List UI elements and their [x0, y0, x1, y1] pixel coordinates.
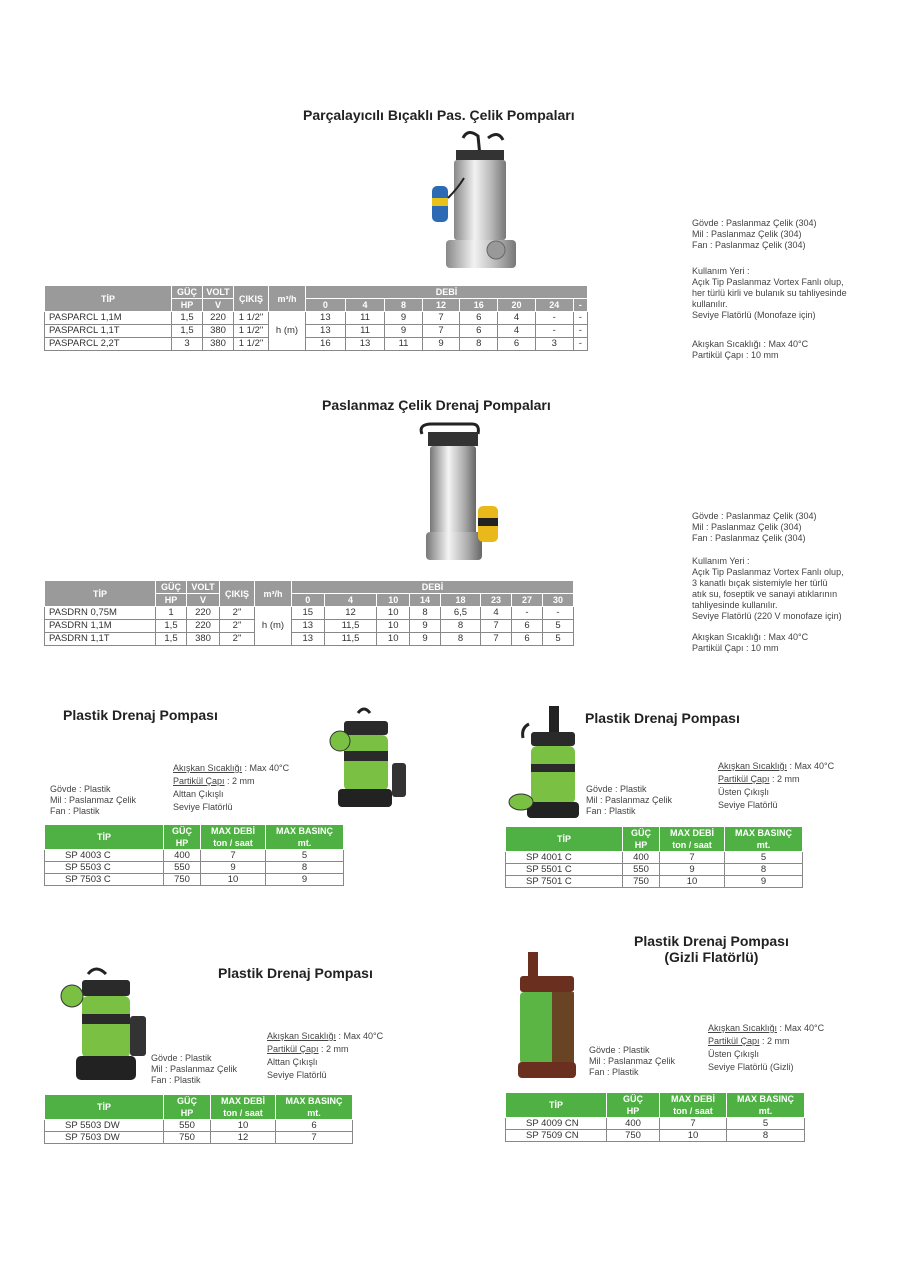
p4-title-block: [634, 933, 789, 965]
outlet-type: Alttan Çıkışlı: [267, 1057, 318, 1067]
flow-val: 27: [511, 594, 542, 607]
section1-title: Parçalayıcılı Bıçaklı Pas. Çelik Pompaları: [303, 107, 575, 123]
fluid-temp-label: Akışkan Sıcaklığı: [718, 761, 788, 771]
outlet-type: Üsten Çıkışlı: [708, 1049, 760, 1059]
table-row: PASDRN 0,75M 1 220 2" h (m) 15 12 10 8 6,5 4 - -: [45, 607, 574, 620]
table-row: PASPARCL 1,1M 1,5 220 1 1/2" h (m) 13 11 9 7 6 4 - -: [45, 312, 588, 325]
col-tip: TİP: [506, 1093, 607, 1118]
table-row: SP 4001 C 400 7 5: [506, 852, 803, 864]
spec-line: Gövde : Paslanmaz Çelik (304): [692, 511, 817, 521]
particle-value: : 2 mm: [227, 776, 255, 786]
col-v: V: [203, 299, 234, 312]
table-row: SP 5503 DW 550 10 6: [45, 1120, 353, 1132]
table-row: SP 7503 C 750 10 9: [45, 874, 344, 886]
outlet-type: Alttan Çıkışlı: [173, 789, 224, 799]
material-line: Fan : Plastik: [151, 1075, 201, 1085]
p4-subtitle: (Gizli Flatörlü): [664, 949, 759, 965]
fluid-temp: Akışkan Sıcaklığı : Max 40°C: [692, 339, 809, 349]
table-row: PASPARCL 2,2T 3 380 1 1/2" 16 13 11 9 8 6 3 -: [45, 338, 588, 351]
table-row: PASPARCL 1,1T 1,5 380 1 1/2" 13 11 9 7 6 4 - -: [45, 325, 588, 338]
section2-conditions: [692, 632, 808, 654]
plastic-pump-top-outlet-image: [507, 704, 587, 822]
flow-val: 10: [377, 594, 410, 607]
fluid-temp-label: Akışkan Sıcaklığı: [267, 1031, 337, 1041]
col-debi: DEBİ: [292, 581, 574, 594]
table-row: SP 4003 C 400 7 5: [45, 850, 344, 862]
usage-line: tahliyesinde kullanılır.: [692, 600, 778, 610]
spec-line: Fan : Paslanmaz Çelik (304): [692, 240, 806, 250]
particle-label: Partikül Çapı: [173, 776, 225, 786]
fluid-temp-label: Akışkan Sıcaklığı: [173, 763, 243, 773]
flow-val: 18: [440, 594, 480, 607]
plastic-pump-bottom-outlet-image: [326, 705, 410, 815]
p3-table: [44, 1094, 353, 1144]
outlet-type: Üsten Çıkışlı: [718, 787, 770, 797]
table-row: SP 7503 DW 750 12 7: [45, 1132, 353, 1144]
float-type: Seviye Flatörlü: [173, 802, 233, 812]
col-m3h: m³/h: [255, 581, 292, 607]
spec-line: Mil : Paslanmaz Çelik (304): [692, 229, 802, 239]
material-line: Fan : Plastik: [589, 1067, 639, 1077]
table-row: SP 7501 C 750 10 9: [506, 876, 803, 888]
material-line: Fan : Plastik: [50, 806, 100, 816]
p4-title: Plastik Drenaj Pompası: [634, 933, 789, 949]
material-line: Mil : Paslanmaz Çelik: [589, 1056, 676, 1066]
col-guc: GÜÇ: [156, 581, 187, 594]
col-tip: TİP: [45, 825, 164, 850]
flow-val: 16: [460, 299, 498, 312]
col-hp: HP: [172, 299, 203, 312]
col-cikis: ÇIKIŞ: [220, 581, 255, 607]
col-tip: TİP: [45, 1095, 164, 1120]
particle-value: : 2 mm: [772, 774, 800, 784]
usage-line: Açık Tip Paslanmaz Vortex Fanlı olup,: [692, 567, 844, 577]
flow-val: 24: [535, 299, 573, 312]
spec-line: Gövde : Paslanmaz Çelik (304): [692, 218, 817, 228]
p4-table: [505, 1092, 805, 1142]
p2-materials: [586, 784, 672, 817]
col-guc-hp: GÜÇ HP: [164, 1095, 211, 1120]
spec-line: Mil : Paslanmaz Çelik (304): [692, 522, 802, 532]
col-max-debi: MAX DEBİ ton / saat: [211, 1095, 276, 1120]
material-line: Gövde : Plastik: [50, 784, 111, 794]
flow-val: 4: [324, 594, 377, 607]
col-max-debi: MAX DEBİ ton / saat: [201, 825, 266, 850]
flow-val: 20: [498, 299, 536, 312]
section1-materials: [692, 218, 817, 251]
table-row: SP 5501 C 550 9 8: [506, 864, 803, 876]
usage-line: Kullanım Yeri :: [692, 556, 750, 566]
material-line: Gövde : Plastik: [589, 1045, 650, 1055]
material-line: Fan : Plastik: [586, 806, 636, 816]
head-label: h (m): [255, 607, 292, 646]
stainless-drainage-pump-image: [410, 420, 515, 570]
table-row: SP 7509 CN 750 10 8: [506, 1130, 805, 1142]
p3-specs: [267, 1030, 383, 1082]
col-guc-hp: GÜÇ HP: [164, 825, 201, 850]
col-v: V: [187, 594, 220, 607]
col-max-debi: MAX DEBİ ton / saat: [660, 1093, 727, 1118]
col-max-basinc: MAX BASINÇ mt.: [725, 827, 803, 852]
col-m3h: m³/h: [269, 286, 306, 312]
usage-line: Kullanım Yeri :: [692, 266, 750, 276]
p4-specs: [708, 1022, 824, 1074]
section2-table: [44, 580, 574, 646]
p3-title: Plastik Drenaj Pompası: [218, 965, 373, 981]
particle-value: : 2 mm: [321, 1044, 349, 1054]
flow-val: 0: [292, 594, 325, 607]
section2-materials: [692, 511, 817, 544]
flow-val: 30: [542, 594, 573, 607]
plastic-pump-dw-image: [58, 964, 152, 1086]
col-debi: DEBİ: [306, 286, 588, 299]
col-volt: VOLT: [203, 286, 234, 299]
fluid-temp-label: Akışkan Sıcaklığı: [708, 1023, 778, 1033]
particle-label: Partikül Çapı: [718, 774, 770, 784]
flow-val: 12: [422, 299, 460, 312]
material-line: Gövde : Plastik: [151, 1053, 212, 1063]
p4-materials: [589, 1045, 675, 1078]
particle-label: Partikül Çapı: [708, 1036, 760, 1046]
flow-val: -: [573, 299, 587, 312]
table-row: SP 4009 CN 400 7 5: [506, 1118, 805, 1130]
section2-usage: [692, 556, 844, 622]
flow-val: 0: [306, 299, 346, 312]
p2-title: Plastik Drenaj Pompası: [585, 710, 740, 726]
flow-val: 8: [385, 299, 422, 312]
spec-line: Fan : Paslanmaz Çelik (304): [692, 533, 806, 543]
particle-label: Partikül Çapı: [267, 1044, 319, 1054]
col-hp: HP: [156, 594, 187, 607]
usage-line: Seviye Flatörlü (220 V monofaze için): [692, 611, 842, 621]
plastic-pump-hidden-float-image: [512, 948, 582, 1084]
head-label: h (m): [269, 312, 306, 351]
particle-value: : 2 mm: [762, 1036, 790, 1046]
col-tip: TİP: [45, 286, 172, 312]
material-line: Gövde : Plastik: [586, 784, 647, 794]
material-line: Mil : Paslanmaz Çelik: [50, 795, 137, 805]
usage-line: kullanılır.: [692, 299, 728, 309]
material-line: Mil : Paslanmaz Çelik: [151, 1064, 238, 1074]
p1-materials: [50, 784, 136, 817]
col-guc: GÜÇ: [172, 286, 203, 299]
p3-materials: [151, 1053, 237, 1086]
p1-specs: [173, 762, 289, 814]
flow-val: 23: [480, 594, 511, 607]
table-row: PASDRN 1,1M 1,5 220 2" 13 11,5 10 9 8 7 6 5: [45, 620, 574, 633]
table-row: SP 5503 C 550 9 8: [45, 862, 344, 874]
usage-line: 3 kanatlı bıçak sistemiyle her türlü: [692, 578, 828, 588]
section1-conditions: [692, 339, 808, 361]
section1-usage: [692, 266, 847, 321]
p2-specs: [718, 760, 834, 812]
fluid-temp: Akışkan Sıcaklığı : Max 40°C: [692, 632, 809, 642]
col-max-basinc: MAX BASINÇ mt.: [266, 825, 344, 850]
float-type: Seviye Flatörlü (Gizli): [708, 1062, 794, 1072]
col-guc-hp: GÜÇ HP: [607, 1093, 660, 1118]
usage-line: her türlü kirli ve bulanık su tahliyesinde: [692, 288, 847, 298]
col-max-basinc: MAX BASINÇ mt.: [727, 1093, 805, 1118]
usage-line: Seviye Flatörlü (Monofaze için): [692, 310, 816, 320]
col-guc-hp: GÜÇ HP: [623, 827, 660, 852]
col-tip: TİP: [506, 827, 623, 852]
flow-val: 14: [410, 594, 441, 607]
section2-title: Paslanmaz Çelik Drenaj Pompaları: [322, 397, 551, 413]
col-cikis: ÇIKIŞ: [234, 286, 269, 312]
material-line: Mil : Paslanmaz Çelik: [586, 795, 673, 805]
particle-size: Partikül Çapı : 10 mm: [692, 643, 779, 653]
usage-line: Açık Tip Paslanmaz Vortex Fanlı olup,: [692, 277, 844, 287]
fluid-temp-value: : Max 40°C: [244, 763, 290, 773]
col-tip: TİP: [45, 581, 156, 607]
fluid-temp-value: : Max 40°C: [789, 761, 835, 771]
flow-val: 4: [345, 299, 385, 312]
usage-line: atık su, foseptik ve sanayi atıklarının: [692, 589, 838, 599]
p1-title: Plastik Drenaj Pompası: [63, 707, 218, 723]
col-max-basinc: MAX BASINÇ mt.: [276, 1095, 353, 1120]
stainless-shredder-pump-image: [418, 128, 528, 278]
fluid-temp-value: : Max 40°C: [338, 1031, 384, 1041]
section1-table: [44, 285, 588, 351]
fluid-temp-value: : Max 40°C: [779, 1023, 825, 1033]
float-type: Seviye Flatörlü: [718, 800, 778, 810]
particle-size: Partikül Çapı : 10 mm: [692, 350, 779, 360]
col-volt: VOLT: [187, 581, 220, 594]
table-row: PASDRN 1,1T 1,5 380 2" 13 11,5 10 9 8 7 6 5: [45, 633, 574, 646]
p2-table: [505, 826, 803, 888]
p1-table: [44, 824, 344, 886]
float-type: Seviye Flatörlü: [267, 1070, 327, 1080]
col-max-debi: MAX DEBİ ton / saat: [660, 827, 725, 852]
